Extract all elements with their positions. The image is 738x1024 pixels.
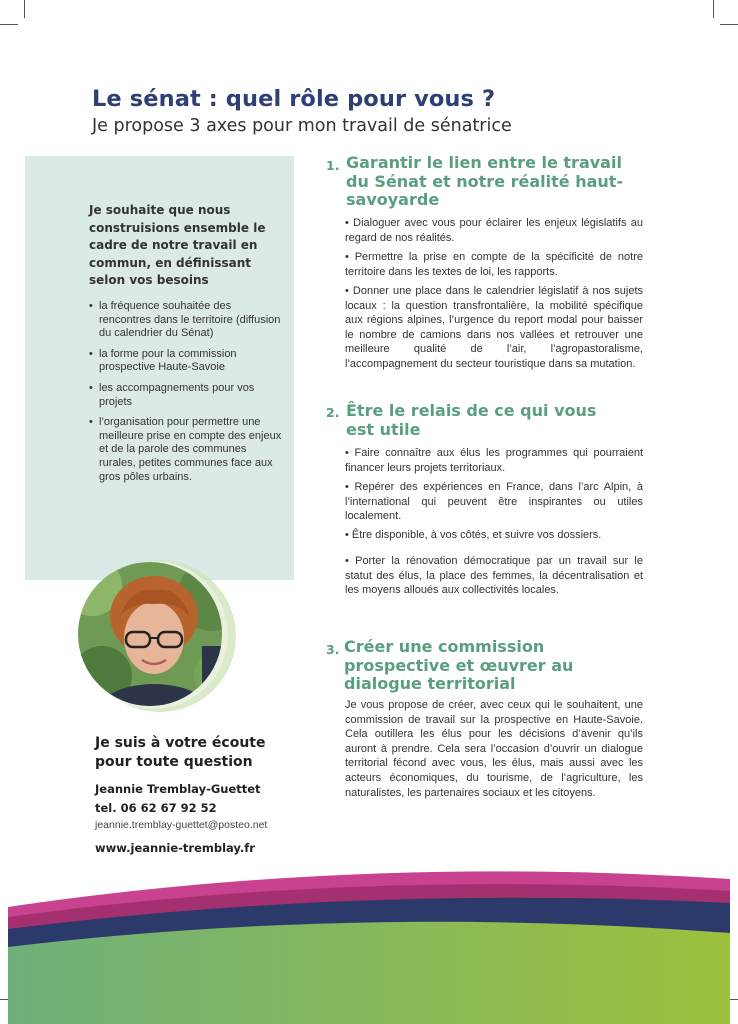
crop-mark [24,0,25,18]
portrait-photo [62,556,242,716]
contact-website[interactable]: www.jeannie-tremblay.fr [95,841,255,855]
section-3-paragraph: Je vous propose de créer, avec ceux qui le souhaitent, une commission de travail sur la prospective en Haute-Savoie. Cela outillera les élus pour les décisions d’avenir qu’ils auront à prendre. Cela sera l’occasion d’ouvrir un dialogue territorial fécond avec vous, les élus, mais aussi avec les acteurs économiques, du tourisme, de l’agriculture, les naturalistes, les partenaires sociaux et les citoyens. [345,699,643,799]
section-1-paragraph: • Permettre la prise en compte de la spécificité de notre territoire dans les textes de loi, les rapports. [345,251,643,278]
contact-heading: Je suis à votre écoute pour toute question [95,735,266,770]
section-1-paragraph: • Donner une place dans le calendrier législatif à nos sujets locaux : la question transfrontalière, la mobilité spécifique aux régions alpines, l’urgence du report modal pour baisser le nombre de camions dans nos vallées et retrouver une meilleure qualité de l’air, l’agropastoralisme, l’accompagnement du secteur touristique dans sa mutation. [345,285,643,370]
section-2-number: 2. [326,405,340,420]
section-2-title: Être le relais de ce qui vous est utile [346,401,597,439]
contact-email[interactable]: jeannie.tremblay-guettet@posteo.net [95,819,268,831]
crop-mark [720,24,738,25]
section-3-title: Créer une commission prospective et œuvrer au dialogue territorial [344,637,574,693]
sidebar-list [89,300,284,491]
list-item: • l’organisation pour permettre une meilleure prise en compte des enjeux et de la parole des communes rurales, petites communes face aux gros pôles urbains. [89,416,284,484]
section-1-paragraph: • Dialoguer avec vous pour éclairer les enjeux législatifs au regard de nos réalités. [345,217,643,244]
sidebar-intro: Je souhaite que nous construisions ensemble le cadre de notre travail en commun, en définissant selon vos besoins [89,203,266,288]
list-item: • la forme pour la commission prospective Haute-Savoie [89,348,284,375]
section-2-paragraph: • Faire connaître aux élus les programmes qui pourraient financer leurs projets territoriaux. [345,447,643,474]
section-2-paragraph: • Repérer des expériences en France, dans l’arc Alpin, à l’international qui peuvent être inspirantes ou utiles localement. [345,481,643,523]
contact-phone[interactable]: tel. 06 62 67 92 52 [95,801,217,815]
crop-mark [0,24,18,25]
section-1-number: 1. [326,158,340,173]
section-2-paragraph: • Porter la rénovation démocratique par un travail sur le statut des élus, la place des femmes, la décentralisation et les moyens alloués aux collectivités locales. [345,555,643,597]
contact-name: Jeannie Tremblay-Guettet [95,782,261,796]
page-subtitle: Je propose 3 axes pour mon travail de sénatrice [92,116,512,136]
section-3-number: 3. [326,642,340,657]
list-item: • les accompagnements pour vos projets [89,382,284,409]
crop-mark [713,0,714,18]
page-title: Le sénat : quel rôle pour vous ? [92,86,496,112]
decorative-wave [0,855,738,1024]
section-1-title: Garantir le lien entre le travail du Sénat et notre réalité haut-savoyarde [346,153,624,209]
list-item: • la fréquence souhaitée des rencontres dans le territoire (diffusion du calendrier du Sénat) [89,300,284,341]
section-2-paragraph: • Être disponible, à vos côtés, et suivre vos dossiers. [345,529,602,541]
